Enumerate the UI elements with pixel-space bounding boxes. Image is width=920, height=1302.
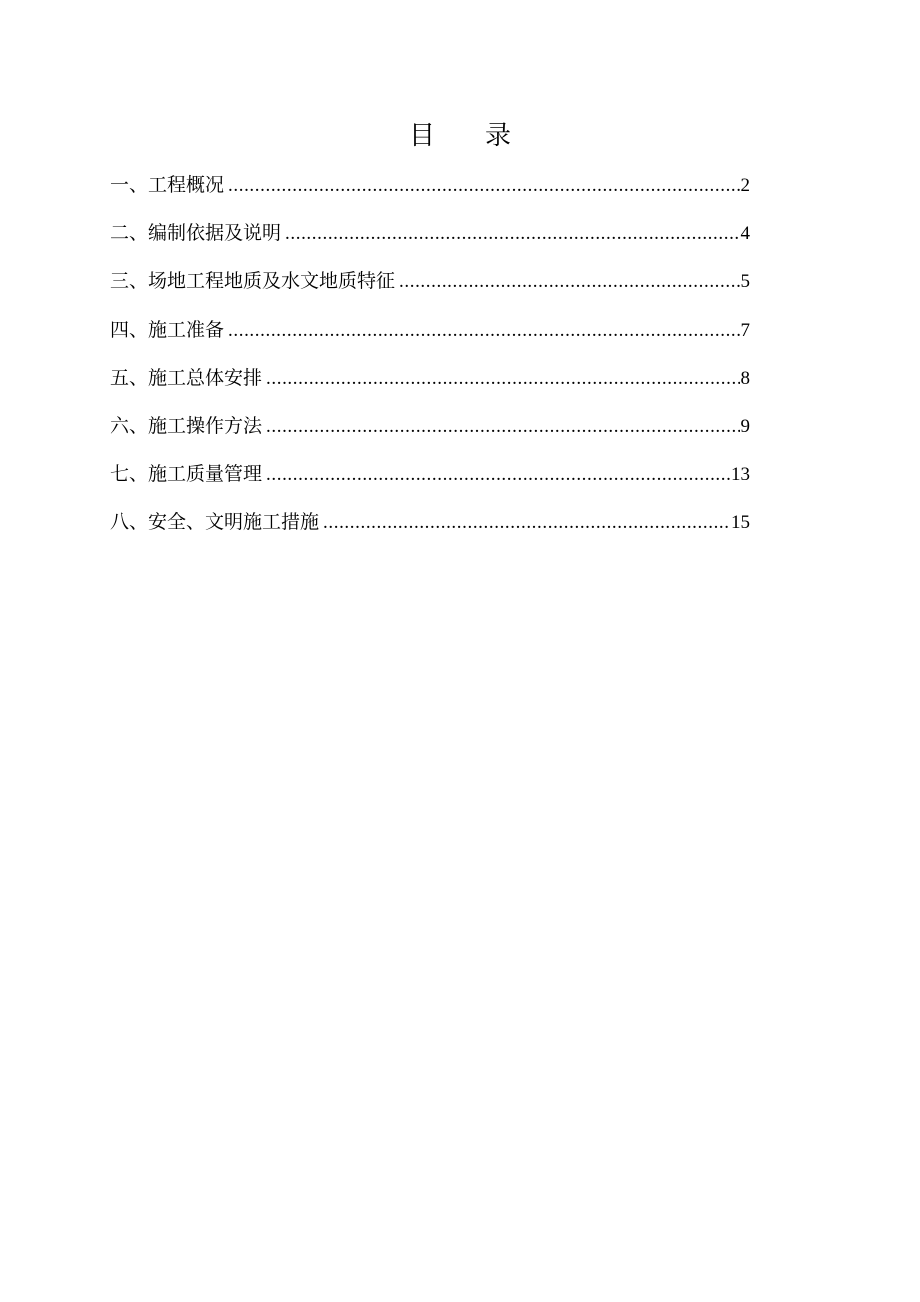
toc-dot-leader [228, 171, 739, 201]
toc-dot-leader [399, 267, 739, 297]
toc-entry-page-number: 8 [740, 367, 750, 389]
toc-entry[interactable] [110, 507, 750, 555]
toc-dot-leader [266, 364, 739, 394]
toc-entry-label: 一、工程概况 [110, 174, 225, 196]
toc-entry-page-number: 9 [740, 415, 750, 437]
toc-entry-page-number: 13 [731, 464, 750, 486]
toc-dot-leader [323, 508, 730, 538]
toc-entry[interactable] [110, 363, 750, 411]
toc-entry-label: 五、施工总体安排 [110, 366, 263, 389]
toc-entry-label: 八、安全、文明施工措施 [110, 511, 320, 534]
toc-entry[interactable] [110, 266, 750, 314]
toc-entry[interactable] [110, 411, 750, 459]
toc-entry-page-number: 15 [731, 512, 750, 534]
toc-entry[interactable] [110, 459, 750, 507]
toc-entry[interactable] [110, 315, 750, 363]
toc-entry-label: 七、施工质量管理 [110, 463, 263, 486]
toc-entry-page-number: 7 [740, 319, 750, 341]
toc-title-char-1: 目 [408, 121, 435, 151]
toc-entry-label: 四、施工准备 [110, 318, 225, 341]
toc-entry[interactable] [110, 170, 750, 218]
toc-dot-leader [266, 460, 730, 490]
toc-entry-label: 三、场地工程地质及水文地质特征 [110, 270, 396, 293]
toc-entry-page-number: 5 [740, 271, 750, 293]
toc-dot-leader [228, 316, 739, 346]
toc-title-char-2: 录 [485, 121, 512, 151]
toc-entry-page-number: 2 [740, 175, 750, 196]
toc-entry-label: 六、施工操作方法 [110, 414, 263, 437]
toc-title [0, 116, 920, 156]
toc-dot-leader [266, 412, 739, 442]
toc-list [110, 170, 750, 556]
toc-entry[interactable] [110, 218, 750, 266]
toc-dot-leader [285, 219, 739, 249]
toc-entry-page-number: 4 [740, 223, 750, 245]
toc-entry-label: 二、编制依据及说明 [110, 222, 282, 245]
